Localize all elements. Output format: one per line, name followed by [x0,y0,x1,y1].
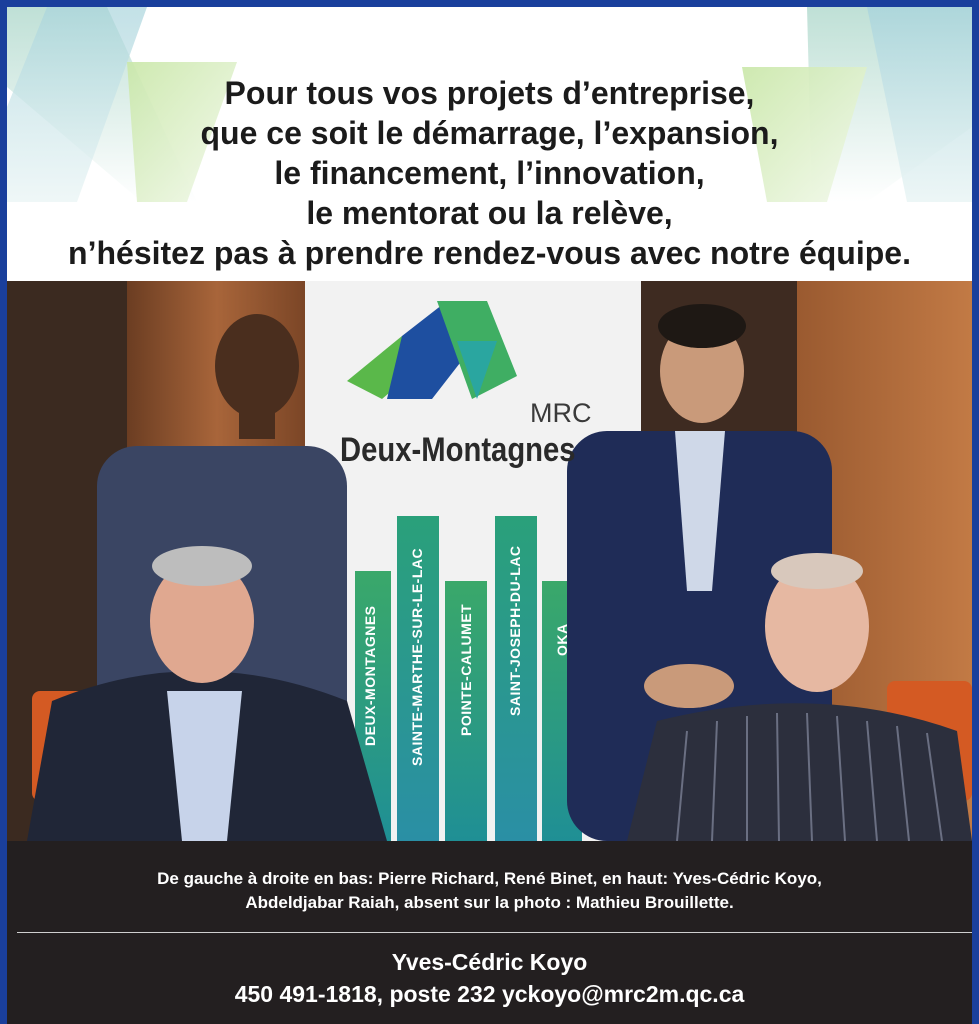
ad-header [7,7,972,281]
ad-footer [7,841,972,1024]
municipality-label: DEUX-MONTAGNES [362,605,378,746]
photo-illustration [7,281,972,841]
municipality-label: OKA [554,623,570,656]
caption-line: De gauche à droite en bas: Pierre Richard, René Binet, en haut: Yves-Cédric Koyo, [157,869,822,888]
caption-line: Abdeldjabar Raiah, absent sur la photo : Mathieu Brouillette. [245,893,734,912]
banner-title: Deux-Montagnes [340,431,576,469]
headline-line: n’hésitez pas à prendre rendez-vous avec notre équipe. [68,235,911,271]
municipality-label: POINTE-CALUMET [458,603,474,736]
headline [7,73,972,273]
divider [17,932,972,933]
municipality-label: SAINTE-MARTHE-SUR-LE-LAC [409,547,425,766]
headline-line: Pour tous vos projets d’entreprise, [224,75,755,111]
contact-details: 450 491-1818, poste 232 yckoyo@mrc2m.qc.ca [234,981,745,1007]
municipality-label: SAINT-JOSEPH-DU-LAC [507,545,523,716]
contact-name: Yves-Cédric Koyo [391,949,588,975]
headline-line: que ce soit le démarrage, l’expansion, [200,115,779,151]
photo-caption [7,867,972,915]
banner-mrc-label: MRC [530,398,592,428]
headline-line: le mentorat ou la relève, [306,195,673,231]
headline-line: le financement, l’innovation, [274,155,705,191]
team-photo [7,281,972,841]
